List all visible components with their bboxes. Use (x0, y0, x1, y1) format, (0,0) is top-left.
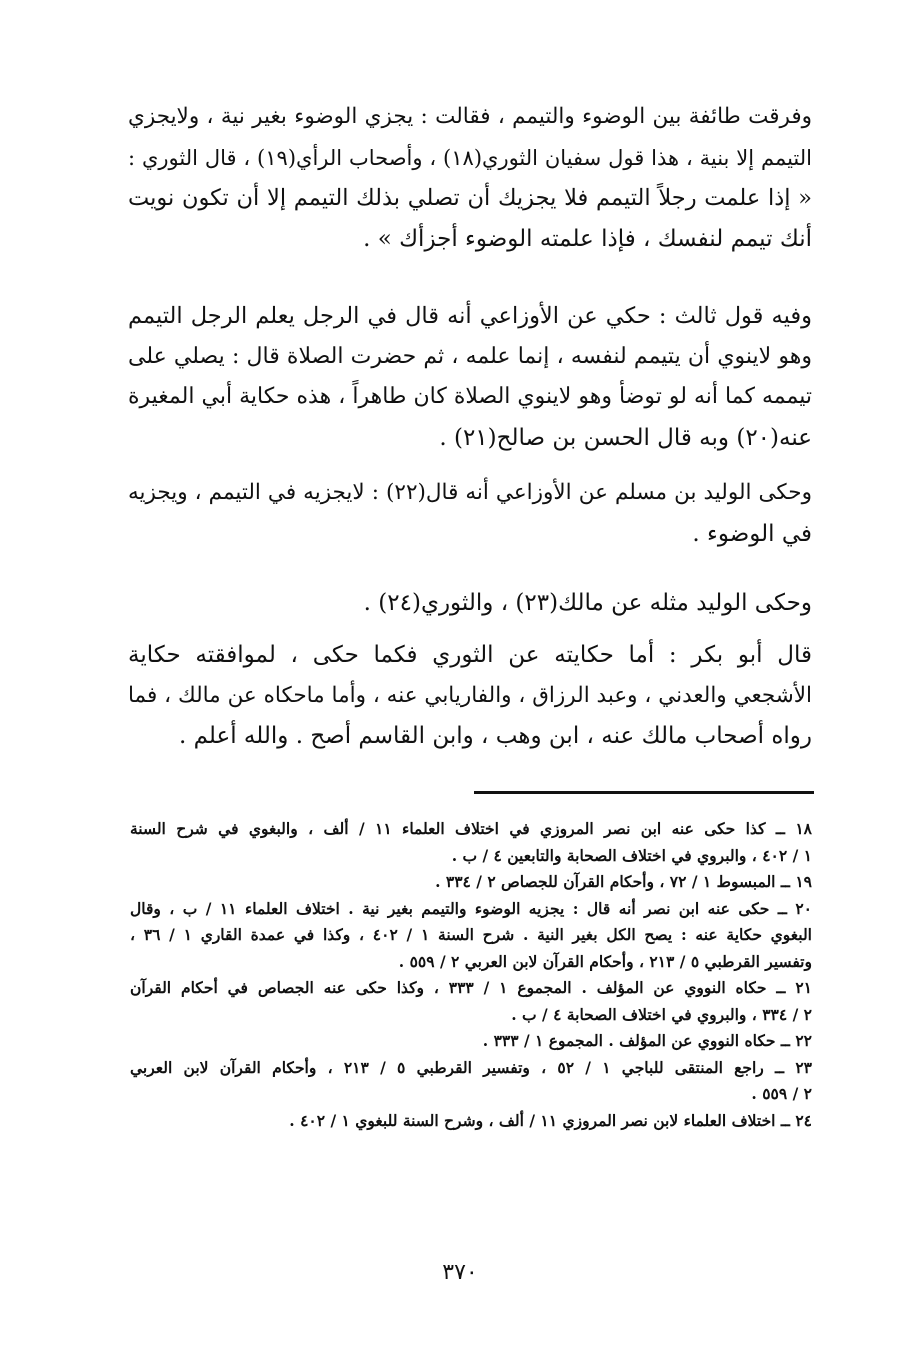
paragraph-5 (128, 635, 812, 757)
footnote-23 (130, 1055, 812, 1108)
text-line: وحكى الوليد بن مسلم عن الأوزاعي أنه قال(٢٢) : لايجزيه في التيمم ، ويجزيه (128, 480, 812, 505)
footnote-line: ٢ / ٥٥٩ . (751, 1084, 812, 1103)
footnote-line: البغوي حكاية عنه : يصح الكل بغير النية . شرح السنة ١ / ٤٠٢ ، وكذا في عمدة القاري ١ / ٣٦ ، (130, 925, 812, 944)
footnote-21 (130, 975, 812, 1028)
footnote-line: ٢٤ ــ اختلاف العلماء لابن نصر المروزي ١١ / ألف ، وشرح السنة للبغوي ١ / ٤٠٢ . (289, 1110, 812, 1130)
text-line: وفرقت طائفة بين الوضوء والتيمم ، فقالت : يجزي الوضوء بغير نية ، ولايجزي (128, 104, 812, 129)
footnote-line: ٢٣ ــ راجع المنتقى للباجي ١ / ٥٢ ، وتفسير القرطبي ٥ / ٢١٣ ، وأحكام القرآن لابن العربي (130, 1057, 813, 1077)
paragraph-1 (128, 97, 812, 259)
footnote-24 (130, 1108, 812, 1135)
text-line: التيمم إلا بنية ، هذا قول سفيان الثوري(١٨) ، وأصحاب الرأي(١٩) ، قال الثوري : (128, 145, 812, 170)
footnote-20 (130, 896, 812, 976)
text-line: تيممه كما أنه لو توضأ وهو لاينوي الصلاة كان طاهراً ، هذه حكاية أبي المغيرة (128, 384, 812, 409)
footnote-line: ٢ / ٣٣٤ ، والبروي في اختلاف الصحابة ٤ / ب . (511, 1004, 812, 1024)
footnote-line: ٢٢ ــ حكاه النووي عن المؤلف . المجموع ١ / ٣٣٣ . (482, 1031, 812, 1050)
text-line: عنه(٢٠) وبه قال الحسن بن صالح(٢١) . (439, 424, 812, 451)
footnote-line: وتفسير القرطبي ٥ / ٢١٣ ، وأحكام القرآن لابن العربي ٢ / ٥٥٩ . (398, 951, 812, 971)
footnote-line: ١ / ٤٠٢ ، والبروي في اختلاف الصحابة والتابعين ٤ / ب . (451, 845, 812, 865)
footnote-line: ١٩ ــ المبسوط ١ / ٧٢ ، وأحكام القرآن للجصاص ٢ / ٣٣٤ . (435, 872, 812, 891)
footnote-19 (130, 869, 812, 896)
text-line: أنك تيمم لنفسك ، فإذا علمته الوضوء أجزأك » . (363, 225, 812, 252)
text-line: وفيه قول ثالث : حكي عن الأوزاعي أنه قال في الرجل يعلم الرجل التيمم (128, 303, 812, 329)
text-line: وهو لاينوي أن يتيمم لنفسه ، إنما علمه ، ثم حضرت الصلاة قال : يصلي على (128, 343, 812, 369)
footnote-divider (474, 791, 814, 794)
footnotes (130, 816, 812, 1134)
footnote-line: ٢١ ــ حكاه النووي عن المؤلف . المجموع ١ / ٣٣٣ ، وكذا حكى عنه الجصاص في أحكام القرآن (130, 978, 812, 997)
footnote-line: ٢٠ ــ حكى عنه ابن نصر أنه قال : يجزيه الوضوء والتيمم بغير نية . اختلاف العلماء ١١ / ب ، وقال (130, 898, 812, 918)
footnote-line: ١٨ ــ كذا حكى عنه ابن نصر المروزي في اختلاف العلماء ١١ / ألف ، والبغوي في شرح السنة (130, 819, 812, 838)
text-line: قال أبو بكر : أما حكايته عن الثوري فكما حكى ، لموافقته حكاية (128, 642, 812, 668)
footnote-22 (130, 1028, 812, 1055)
text-line: وحكى الوليد مثله عن مالك(٢٣) ، والثوري(٢٤) . (363, 590, 812, 616)
footnote-18 (130, 816, 812, 869)
text-line: رواه أصحاب مالك عنه ، ابن وهب ، وابن القاسم أصح . والله أعلم . (178, 723, 812, 749)
text-line: في الوضوء . (692, 520, 812, 547)
page-number: ٣٧٠ (442, 1260, 478, 1285)
text-line: « إذا علمت رجلاً التيمم فلا يجزيك أن تصلي بذلك التيمم إلا أن تكون نويت (128, 185, 812, 211)
text-line: الأشجعي والعدني ، وعبد الرزاق ، والفاريابي عنه ، وأما ماحكاه عن مالك ، فما (128, 682, 812, 708)
paragraph-2 (128, 296, 812, 458)
paragraph-3 (128, 473, 812, 554)
paragraph-4 (128, 583, 812, 624)
